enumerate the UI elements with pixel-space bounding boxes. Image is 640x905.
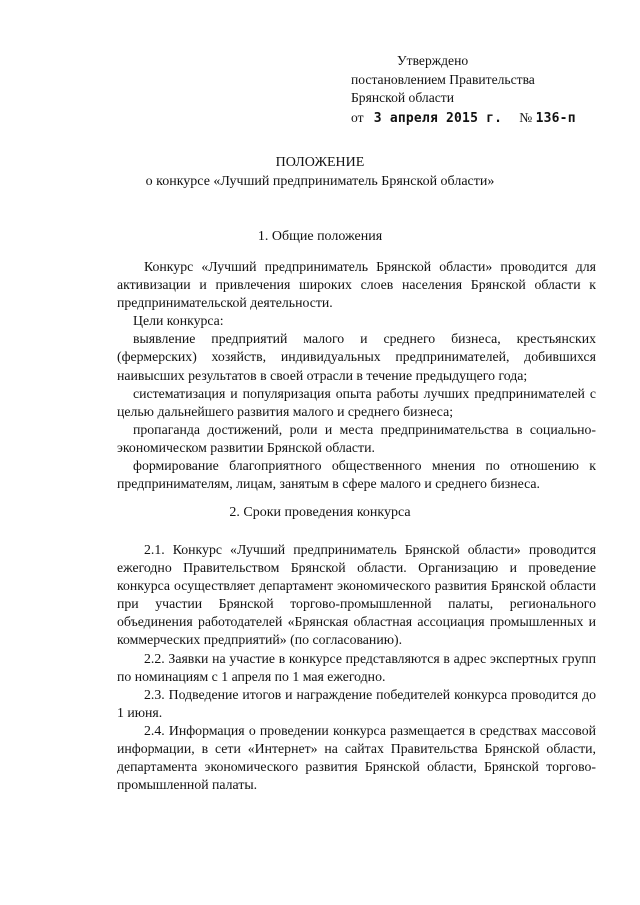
document-title: ПОЛОЖЕНИЕ xyxy=(275,155,365,170)
approval-title: Утверждено xyxy=(397,53,469,68)
approval-date-row xyxy=(351,109,576,129)
document-subtitle: о конкурсе «Лучший предприниматель Брянской области» xyxy=(145,174,495,189)
section-1-intro: Конкурс «Лучший предприниматель Брянской области» проводится для активизации и привлечения широких слоев населения Брянской области к предпринимательской деятельности. xyxy=(117,259,596,311)
approval-number: 136-п xyxy=(535,110,576,126)
approval-line-government: постановлением Правительства xyxy=(351,71,535,87)
approval-stamp xyxy=(351,52,576,128)
goal-item: пропаганда достижений, роли и места предпринимательства в социально-экономическом развитии Брянской области. xyxy=(117,421,596,455)
section-2-item: 2.4. Информация о проведении конкурса размещается в средствах массовой информации, в сети «Интернет» на сайтах Правительства Брянской области, департамента экономического развития Брянской области, Брянской торгово-промышленной палаты. xyxy=(117,722,596,793)
approval-from-label: от xyxy=(351,109,364,125)
approval-line-region: Брянской области xyxy=(351,90,454,105)
goal-item: систематизация и популяризация опыта работы лучших предпринимателей с целью дальнейшего развития малого и среднего бизнеса; xyxy=(117,385,596,419)
section-2-body xyxy=(117,541,596,794)
goal-item: формирование благоприятного общественного мнения по отношению к предпринимателям, лицам, занятым в сфере малого и среднего бизнеса. xyxy=(117,458,596,492)
goal-item: выявление предприятий малого и среднего бизнеса, крестьянских (фермерских) хозяйств, индивидуальных предпринимателей, добившихся наивысших результатов в своей отрасли в течение предыдущего года; xyxy=(117,331,596,383)
approval-date: 3 апреля 2015 г. xyxy=(373,110,503,126)
section-2-item: 2.3. Подведение итогов и награждение победителей конкурса проводится до 1 июня. xyxy=(117,686,596,720)
section-1-body xyxy=(117,258,596,493)
section-1-heading: 1. Общие положения xyxy=(257,229,383,244)
section-2-item: 2.1. Конкурс «Лучший предприниматель Брянской области» проводится ежегодно Правительством Брянской области. Организацию и проведение конкурса осуществляет департамент экономического развития Брянской области при участии Брянской торгово-промышленной палаты, регионального объединения работодателей «Брянская областная ассоциация промышленных и коммерческих предприятий» (по согласованию). xyxy=(117,542,596,648)
goals-label: Цели конкурса: xyxy=(133,313,224,329)
section-2-heading: 2. Сроки проведения конкурса xyxy=(229,505,411,520)
approval-number-label: № xyxy=(519,109,533,125)
section-2-item: 2.2. Заявки на участие в конкурсе представляются в адрес экспертных групп по номинациям с 1 апреля по 1 мая ежегодно. xyxy=(117,650,596,684)
